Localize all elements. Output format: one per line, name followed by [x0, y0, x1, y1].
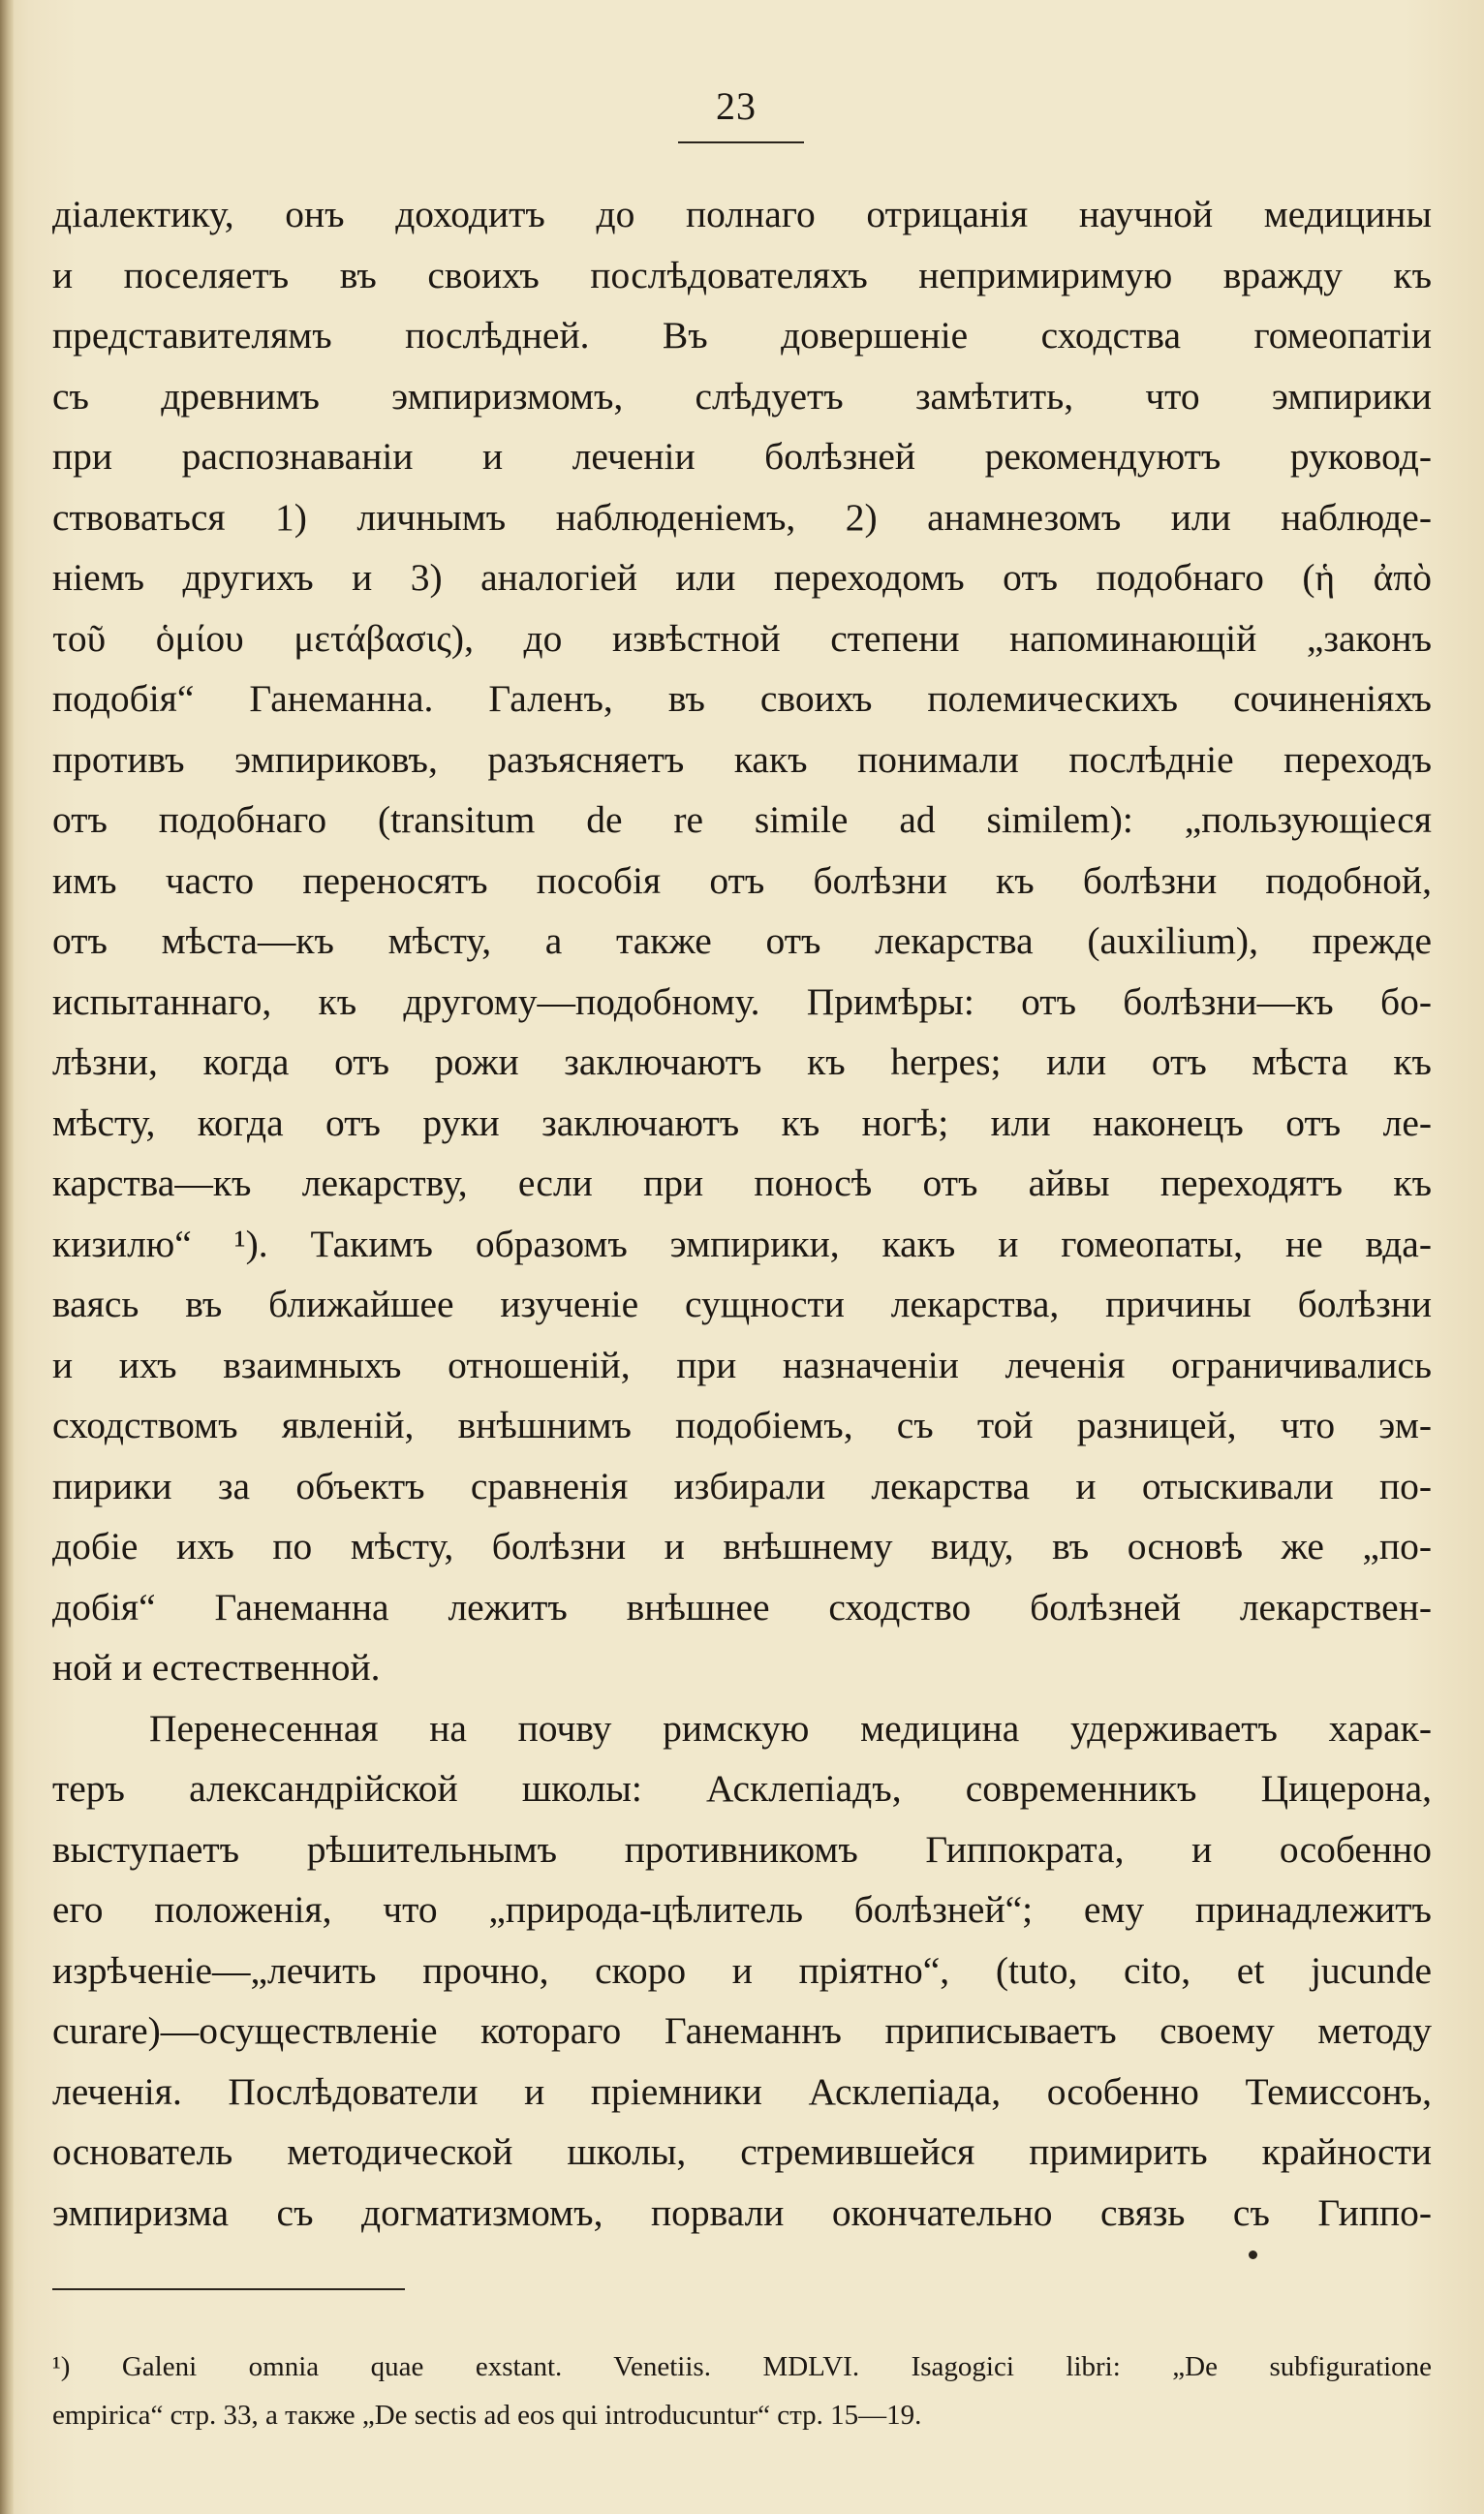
text-line: и ихъ взаимныхъ отношеній, при назначеніи леченія ограничивались — [52, 1343, 1432, 1386]
text-line: при распознаваніи и леченіи болѣзней рекомендуютъ руковод- — [52, 435, 1432, 478]
footnote-line: ¹) Galeni omnia quae exstant. Venetiis. MDLVI. Isagogici libri: „De subfiguratione — [52, 2351, 1432, 2382]
text-line: добія“ Ганеманна лежитъ внѣшнее сходство болѣзней лекарствен- — [52, 1585, 1432, 1629]
text-line: леченія. Послѣдователи и пріемники Асклепіада, особенно Темиссонъ, — [52, 2069, 1432, 2113]
text-line: ваясь въ ближайшее изученіе сущности лекарства, причины болѣзни — [52, 1283, 1432, 1325]
text-line: сходствомъ явленій, внѣшнимъ подобіемъ, съ той разницей, что эм- — [52, 1404, 1432, 1446]
text-line: ніемъ другихъ и 3) аналогіей или переходомъ отъ подобнаго (ἡ ἀπὸ — [52, 556, 1432, 599]
text-line: карства—къ лекарству, если при поносѣ отъ айвы переходятъ къ — [52, 1162, 1432, 1204]
page-binding-edge — [0, 0, 14, 2514]
text-line: и поселяетъ въ своихъ послѣдователяхъ непримиримую вражду къ — [52, 253, 1432, 296]
text-line: отъ мѣста—къ мѣсту, а также отъ лекарства (auxilium), прежде — [52, 919, 1432, 962]
text-line: Перенесенная на почву римскую медицина удерживаетъ харак- — [149, 1706, 1432, 1750]
text-line: изрѣченіе—„лечить прочно, скоро и пріятно“, (tuto, cito, et jucunde — [52, 1948, 1432, 1992]
text-line: curare)—осуществленіе котораго Ганеманнъ приписываетъ своему методу — [52, 2009, 1432, 2052]
text-line: ствоваться 1) личнымъ наблюденіемъ, 2) анамнезомъ или наблюде- — [52, 495, 1432, 539]
text-line: его положенія, что „природа-цѣлитель болѣзней“; ему принадлежитъ — [52, 1888, 1432, 1931]
text-line: представителямъ послѣдней. Въ довершеніе сходства гомеопатіи — [52, 314, 1432, 357]
text-line: пирики за объектъ сравненія избирали лекарства и отыскивали по- — [52, 1464, 1432, 1507]
footnote — [52, 2343, 1432, 2439]
text-line: τοῦ ὁμίου μετάβασις), до извѣстной степени напоминающій „законъ — [52, 616, 1432, 660]
text-line: основатель методической школы, стремившейся примирить крайности — [52, 2130, 1432, 2173]
text-line: испытаннаго, къ другому—подобному. Примѣры: отъ болѣзни—къ бо- — [52, 979, 1432, 1023]
signature-dot-mark — [1249, 2250, 1257, 2259]
body-text — [52, 184, 1432, 2243]
text-line: мѣсту, когда отъ руки заключаютъ къ ногѣ; или наконецъ отъ ле- — [52, 1101, 1432, 1144]
text-line: теръ александрійской школы: Асклепіадъ, современникъ Цицерона, — [52, 1767, 1432, 1810]
footnote-rule — [52, 2288, 405, 2290]
page-number: 23 — [716, 84, 757, 128]
text-line: отъ подобнаго (transitum de re simile ad similem): „пользующіеся — [52, 798, 1432, 841]
text-line: добіе ихъ по мѣсту, болѣзни и внѣшнему виду, въ основѣ же „по- — [52, 1525, 1432, 1567]
text-line: кизилю“ ¹). Такимъ образомъ эмпирики, какъ и гомеопаты, не вда- — [52, 1222, 1432, 1265]
text-line: лѣзни, когда отъ рожи заключаютъ къ herpes; или отъ мѣста къ — [52, 1040, 1432, 1083]
text-line: діалектику, онъ доходитъ до полнаго отрицанія научной медицины — [52, 193, 1432, 235]
text-line: ной и естественной. — [52, 1646, 381, 1689]
text-line: съ древнимъ эмпиризмомъ, слѣдуетъ замѣтить, что эмпирики — [52, 374, 1432, 418]
text-line: выступаетъ рѣшительнымъ противникомъ Гиппократа, и особенно — [52, 1827, 1432, 1871]
text-line: имъ часто переносятъ пособія отъ болѣзни къ болѣзни подобной, — [52, 858, 1432, 902]
footnote-line: empirica“ стр. 33, а также „De sectis ad eos qui introducuntur“ стр. 15—19. — [52, 2400, 922, 2431]
text-line: подобія“ Ганеманна. Галенъ, въ своихъ полемическихъ сочиненіяхъ — [52, 677, 1432, 720]
text-line: противъ эмпириковъ, разъясняетъ какъ понимали послѣдніе переходъ — [52, 737, 1432, 781]
text-line: эмпиризма съ догматизмомъ, порвали окончательно связь съ Гиппо- — [52, 2190, 1432, 2234]
page-number-rule — [678, 141, 804, 143]
